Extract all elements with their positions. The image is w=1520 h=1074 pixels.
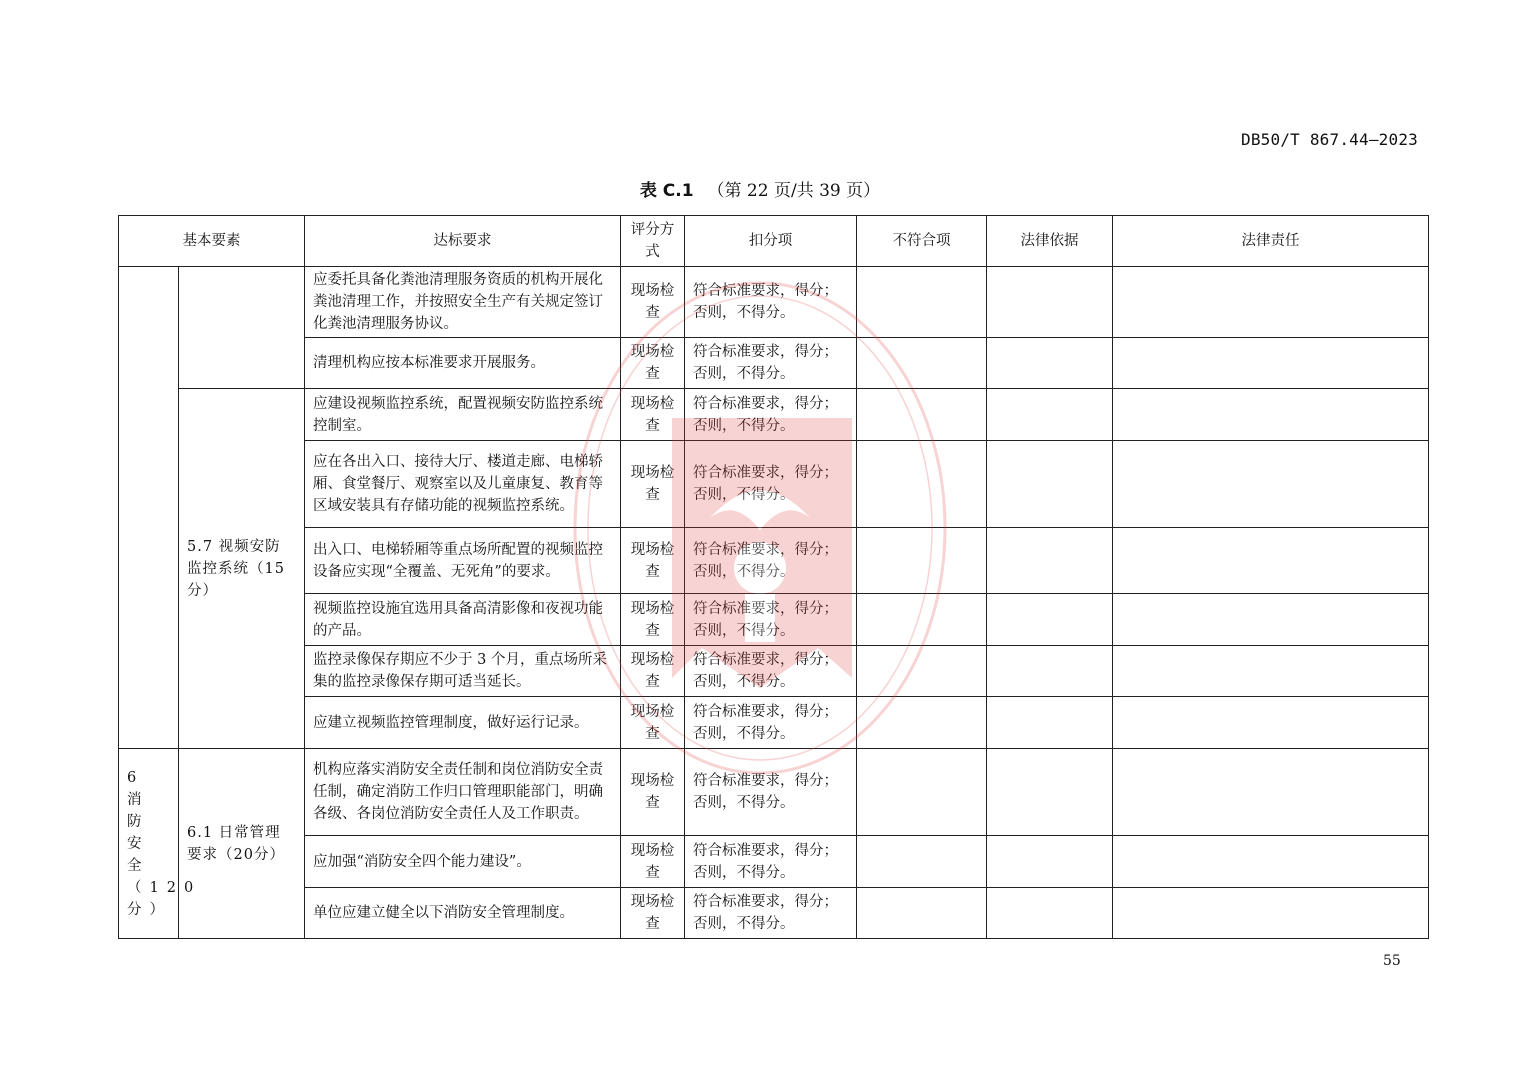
col-header: 基本要素: [119, 216, 305, 267]
legal-basis-cell: [987, 528, 1113, 594]
category-cell-empty: [119, 267, 179, 749]
method-cell: 现场检查: [621, 389, 685, 441]
legal-liability-cell: [1113, 888, 1429, 939]
legal-liability-cell: [1113, 528, 1429, 594]
legal-liability-cell: [1113, 594, 1429, 646]
requirement-cell: 应加强“消防安全四个能力建设”。: [305, 836, 621, 888]
deduction-cell: 符合标准要求，得分；否则，不得分。: [685, 338, 857, 389]
requirement-cell: 监控录像保存期应不少于 3 个月，重点场所采集的监控录像保存期可适当延长。: [305, 646, 621, 697]
method-cell: 现场检查: [621, 594, 685, 646]
table-row: [119, 441, 1429, 528]
assessment-table: [118, 215, 1429, 939]
legal-basis-cell: [987, 267, 1113, 338]
nonconformity-cell: [857, 697, 987, 749]
legal-liability-cell: [1113, 697, 1429, 749]
col-header: 法律责任: [1113, 216, 1429, 267]
method-cell: 现场检查: [621, 267, 685, 338]
legal-basis-cell: [987, 749, 1113, 836]
method-cell: 现场检查: [621, 338, 685, 389]
nonconformity-cell: [857, 749, 987, 836]
legal-basis-cell: [987, 836, 1113, 888]
col-header: 达标要求: [305, 216, 621, 267]
requirement-cell: 视频监控设施宜选用具备高清影像和夜视功能的产品。: [305, 594, 621, 646]
table-row: [119, 697, 1429, 749]
legal-basis-cell: [987, 594, 1113, 646]
deduction-cell: 符合标准要求，得分；否则，不得分。: [685, 697, 857, 749]
nonconformity-cell: [857, 594, 987, 646]
category-6: 6 消防安全（120分）: [119, 749, 179, 939]
deduction-cell: 符合标准要求，得分；否则，不得分。: [685, 267, 857, 338]
requirement-cell: 出入口、电梯轿厢等重点场所配置的视频监控设备应实现“全覆盖、无死角”的要求。: [305, 528, 621, 594]
subcategory-cell-empty: [179, 267, 305, 389]
table-row: [119, 528, 1429, 594]
method-cell: 现场检查: [621, 646, 685, 697]
deduction-cell: 符合标准要求，得分；否则，不得分。: [685, 528, 857, 594]
legal-liability-cell: [1113, 646, 1429, 697]
legal-liability-cell: [1113, 389, 1429, 441]
nonconformity-cell: [857, 888, 987, 939]
requirement-cell: 应建设视频监控系统，配置视频安防监控系统控制室。: [305, 389, 621, 441]
legal-basis-cell: [987, 697, 1113, 749]
table-page-info: （第 22 页/共 39 页）: [707, 181, 881, 201]
subcategory-5-7: 5.7 视频安防监控系统（15分）: [179, 389, 305, 749]
nonconformity-cell: [857, 338, 987, 389]
requirement-cell: 清理机构应按本标准要求开展服务。: [305, 338, 621, 389]
legal-basis-cell: [987, 389, 1113, 441]
legal-basis-cell: [987, 888, 1113, 939]
legal-liability-cell: [1113, 836, 1429, 888]
col-header: 不符合项: [857, 216, 987, 267]
requirement-cell: 应建立视频监控管理制度，做好运行记录。: [305, 697, 621, 749]
subcategory-6-1: 6.1 日常管理要求（20分）: [179, 749, 305, 939]
legal-liability-cell: [1113, 749, 1429, 836]
nonconformity-cell: [857, 267, 987, 338]
table-row: [119, 646, 1429, 697]
col-header: 法律依据: [987, 216, 1113, 267]
requirement-cell: 应在各出入口、接待大厅、楼道走廊、电梯轿厢、食堂餐厅、观察室以及儿童康复、教育等区域安装具有存储功能的视频监控系统。: [305, 441, 621, 528]
method-cell: 现场检查: [621, 441, 685, 528]
table-row: [119, 749, 1429, 836]
table-row: [119, 594, 1429, 646]
deduction-cell: 符合标准要求，得分；否则，不得分。: [685, 594, 857, 646]
table-title-label: 表 C.1: [639, 181, 694, 201]
deduction-cell: 符合标准要求，得分；否则，不得分。: [685, 836, 857, 888]
deduction-cell: 符合标准要求，得分；否则，不得分。: [685, 888, 857, 939]
table-row: [119, 338, 1429, 389]
deduction-cell: 符合标准要求，得分；否则，不得分。: [685, 441, 857, 528]
nonconformity-cell: [857, 646, 987, 697]
legal-liability-cell: [1113, 338, 1429, 389]
nonconformity-cell: [857, 528, 987, 594]
table-header-row: [119, 216, 1429, 267]
method-cell: 现场检查: [621, 836, 685, 888]
legal-liability-cell: [1113, 441, 1429, 528]
legal-liability-cell: [1113, 267, 1429, 338]
method-cell: 现场检查: [621, 528, 685, 594]
legal-basis-cell: [987, 338, 1113, 389]
table-row: [119, 389, 1429, 441]
legal-basis-cell: [987, 646, 1113, 697]
table-row: [119, 267, 1429, 338]
nonconformity-cell: [857, 441, 987, 528]
nonconformity-cell: [857, 389, 987, 441]
table-row: [119, 888, 1429, 939]
deduction-cell: 符合标准要求，得分；否则，不得分。: [685, 749, 857, 836]
deduction-cell: 符合标准要求，得分；否则，不得分。: [685, 389, 857, 441]
method-cell: 现场检查: [621, 749, 685, 836]
method-cell: 现场检查: [621, 697, 685, 749]
table-row: [119, 836, 1429, 888]
method-cell: 现场检查: [621, 888, 685, 939]
nonconformity-cell: [857, 836, 987, 888]
requirement-cell: 应委托具备化粪池清理服务资质的机构开展化粪池清理工作，并按照安全生产有关规定签订化粪池清理服务协议。: [305, 267, 621, 338]
requirement-cell: 单位应建立健全以下消防安全管理制度。: [305, 888, 621, 939]
document-code: DB50/T 867.44—2023: [1241, 130, 1418, 149]
requirement-cell: 机构应落实消防安全责任制和岗位消防安全责任制，确定消防工作归口管理职能部门，明确各级、各岗位消防安全责任人及工作职责。: [305, 749, 621, 836]
col-header: 扣分项: [685, 216, 857, 267]
table-title: [0, 176, 1520, 201]
legal-basis-cell: [987, 441, 1113, 528]
page-number: 55: [1383, 953, 1401, 969]
deduction-cell: 符合标准要求，得分；否则，不得分。: [685, 646, 857, 697]
col-header: 评分方式: [621, 216, 685, 267]
